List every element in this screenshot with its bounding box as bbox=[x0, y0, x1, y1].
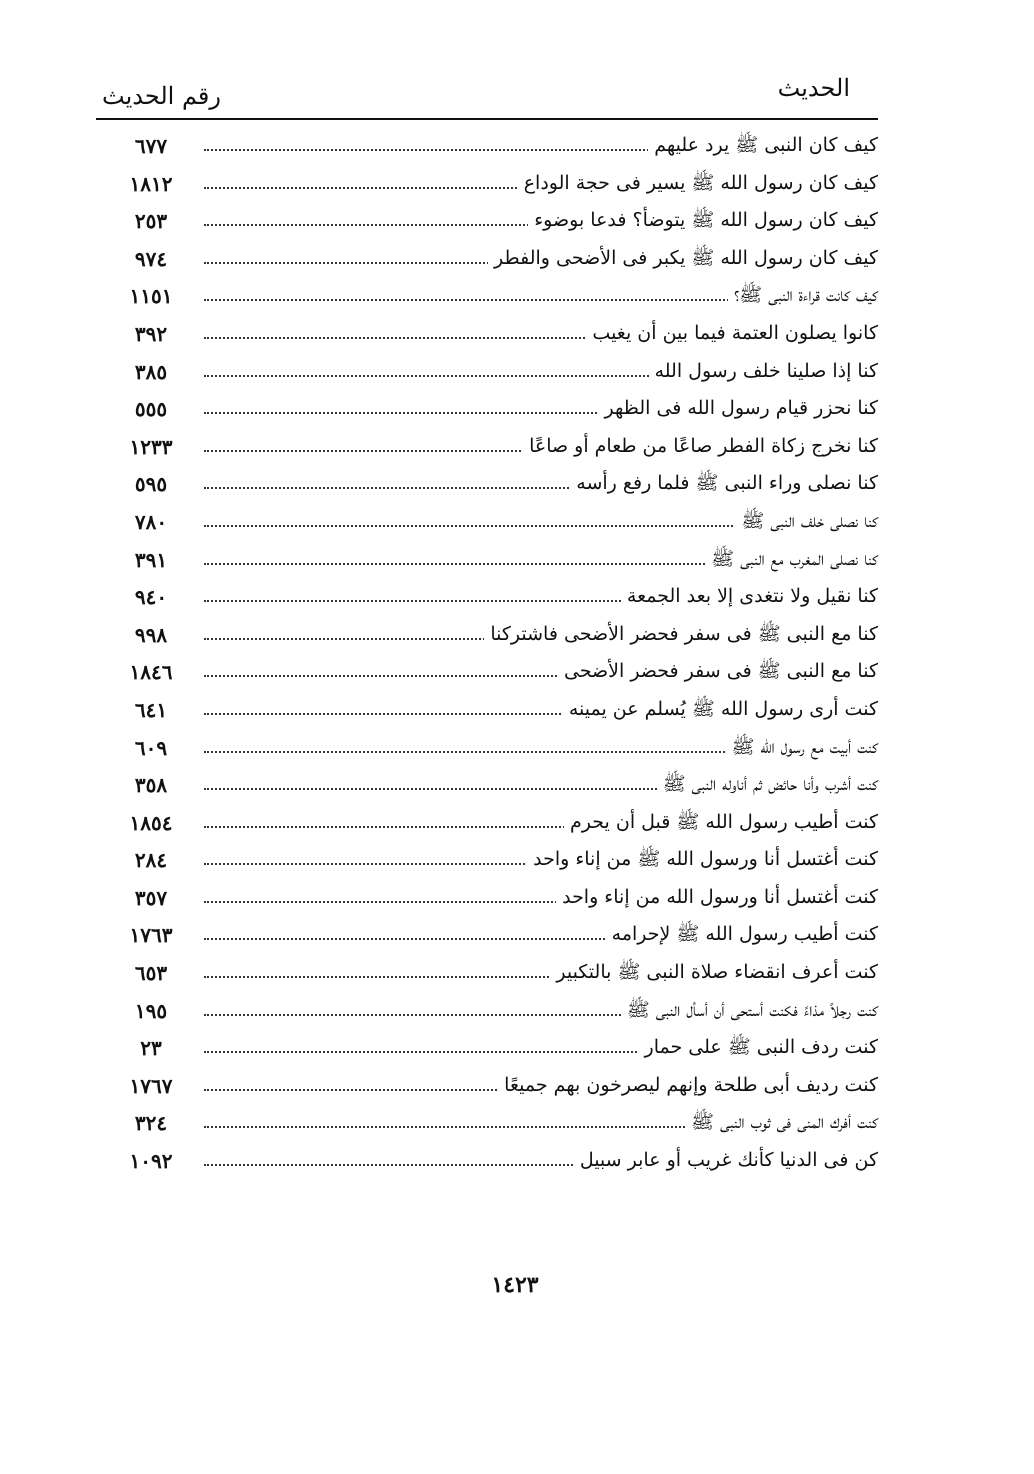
hadith-incipit: كنا نخرج زكاة الفطر صاعًا من طعام أو صاعًا bbox=[523, 433, 878, 459]
hadith-incipit: كنت أشرب وأنا حائض ثم أناوله النبى ﷺ bbox=[657, 771, 878, 797]
hadith-incipit: كنا نحزر قيام رسول الله فى الظهر bbox=[599, 395, 878, 421]
hadith-incipit: كنت أفرك المنى فى ثوب النبى ﷺ bbox=[685, 1109, 878, 1135]
hadith-number: ٦٤١ bbox=[134, 697, 168, 722]
index-entry bbox=[96, 390, 892, 428]
hadith-number: ٧٨٠ bbox=[134, 509, 168, 534]
hadith-incipit: كنا مع النبى ﷺ فى سفر فحضر الأضحى فاشتركنا bbox=[484, 621, 878, 647]
hadith-number: ٦٠٩ bbox=[134, 735, 168, 760]
dot-leader bbox=[204, 751, 812, 753]
header-rule bbox=[96, 118, 878, 120]
dot-leader bbox=[204, 299, 812, 301]
hadith-number: ٣٨٥ bbox=[134, 359, 168, 384]
index-entry bbox=[96, 578, 892, 616]
hadith-incipit: كنا نصلى خلف النبى ﷺ bbox=[735, 508, 878, 534]
hadith-number: ٩٤٠ bbox=[134, 585, 168, 610]
hadith-incipit: كنا نصلى وراء النبى ﷺ فلما رفع رأسه bbox=[570, 470, 878, 496]
index-entry bbox=[96, 202, 892, 240]
index-entry bbox=[96, 315, 892, 353]
hadith-incipit: كيف كان رسول الله ﷺ يكبر فى الأضحى والفطر bbox=[488, 245, 878, 271]
hadith-incipit: كن فى الدنيا كأنك غريب أو عابر سبيل bbox=[574, 1147, 878, 1173]
index-entry bbox=[96, 1029, 892, 1067]
hadith-incipit: كيف كان النبى ﷺ يرد عليهم bbox=[648, 132, 878, 158]
hadith-number: ٣٩٢ bbox=[134, 321, 168, 346]
hadith-incipit: كيف كانت قراءة النبى ﷺ؟ bbox=[728, 282, 878, 308]
hadith-incipit: كنا إذا صلينا خلف رسول الله bbox=[649, 358, 878, 384]
hadith-index-list bbox=[96, 127, 892, 1180]
hadith-incipit: كنت ردف النبى ﷺ على حمار bbox=[639, 1034, 878, 1060]
hadith-incipit: كنت أطيب رسول الله ﷺ لإحرامه bbox=[606, 921, 878, 947]
hadith-incipit: كيف كان رسول الله ﷺ يتوضأ؟ فدعا بوضوء bbox=[528, 207, 878, 233]
index-entry bbox=[96, 127, 892, 165]
hadith-number: ١١٥١ bbox=[129, 284, 173, 309]
index-entry bbox=[96, 804, 892, 842]
index-entry bbox=[96, 841, 892, 879]
hadith-number: ٣٩١ bbox=[134, 547, 168, 572]
hadith-number: ٣٢٤ bbox=[134, 1111, 168, 1136]
page-number: ١٤٢٣ bbox=[491, 1272, 539, 1298]
hadith-incipit: كنت رديف أبى طلحة وإنهم ليصرخون بهم جميعًا bbox=[498, 1072, 878, 1098]
index-entry bbox=[96, 691, 892, 729]
index-entry bbox=[96, 954, 892, 992]
hadith-number: ٥٩٥ bbox=[134, 472, 168, 497]
index-entry bbox=[96, 616, 892, 654]
hadith-number: ٩٧٤ bbox=[134, 246, 168, 271]
hadith-incipit: كنت أبيت مع رسول الله ﷺ bbox=[725, 734, 878, 760]
hadith-number: ٦٧٧ bbox=[134, 134, 168, 158]
hadith-number: ٥٥٥ bbox=[134, 397, 168, 422]
index-entry bbox=[96, 879, 892, 917]
hadith-incipit: كنت رجلاً مذاءً فكنت أستحى أن أسأل النبى ﷺ bbox=[621, 997, 878, 1023]
index-entry bbox=[96, 541, 892, 579]
hadith-number: ١٧٦٧ bbox=[129, 1073, 173, 1098]
index-entry bbox=[96, 277, 892, 315]
hadith-number: ١٢٣٣ bbox=[129, 434, 173, 459]
hadith-incipit: كنت أغتسل أنا ورسول الله ﷺ من إناء واحد bbox=[527, 846, 878, 872]
index-entry bbox=[96, 766, 892, 804]
hadith-number: ١٠٩٢ bbox=[129, 1149, 173, 1174]
hadith-number: ٣٥٨ bbox=[134, 773, 168, 798]
index-entry bbox=[96, 503, 892, 541]
index-entry bbox=[96, 1142, 892, 1180]
index-entry bbox=[96, 165, 892, 203]
hadith-number: ١٨١٢ bbox=[129, 171, 173, 196]
hadith-number: ٣٥٧ bbox=[134, 885, 168, 910]
hadith-number: ١٧٦٣ bbox=[129, 923, 173, 948]
index-entry bbox=[96, 729, 892, 767]
index-entry bbox=[96, 240, 892, 278]
hadith-number: ٢٣ bbox=[140, 1036, 162, 1061]
index-entry bbox=[96, 353, 892, 391]
hadith-incipit: كنت أعرف انقضاء صلاة النبى ﷺ بالتكبير bbox=[550, 959, 878, 985]
hadith-number: ٢٥٣ bbox=[134, 209, 168, 234]
hadith-number: ٦٥٣ bbox=[134, 961, 168, 986]
hadith-incipit: كنت أغتسل أنا ورسول الله من إناء واحد bbox=[556, 884, 878, 910]
index-entry bbox=[96, 1067, 892, 1105]
hadith-column-heading: الحديث bbox=[777, 74, 850, 102]
number-column-heading: رقم الحديث bbox=[102, 82, 221, 110]
hadith-incipit: كنا مع النبى ﷺ فى سفر فحضر الأضحى bbox=[558, 658, 878, 684]
hadith-incipit: كنت أطيب رسول الله ﷺ قبل أن يحرم bbox=[564, 809, 878, 835]
hadith-number: ٢٨٤ bbox=[134, 848, 168, 873]
hadith-incipit: كنا نقيل ولا نتغدى إلا بعد الجمعة bbox=[621, 583, 878, 609]
index-entry bbox=[96, 916, 892, 954]
column-header bbox=[96, 70, 878, 114]
index-entry bbox=[96, 428, 892, 466]
hadith-incipit: كنت أرى رسول الله ﷺ يُسلم عن يمينه bbox=[563, 696, 878, 722]
dot-leader bbox=[204, 525, 812, 527]
hadith-number: ١٨٤٦ bbox=[129, 660, 173, 685]
index-entry bbox=[96, 992, 892, 1030]
index-entry bbox=[96, 1104, 892, 1142]
hadith-incipit: كانوا يصلون العتمة فيما بين أن يغيب bbox=[586, 320, 878, 346]
hadith-number: ١٨٥٤ bbox=[129, 810, 173, 835]
index-entry bbox=[96, 465, 892, 503]
hadith-incipit: كنا نصلى المغرب مع النبى ﷺ bbox=[705, 546, 878, 572]
hadith-number: ١٩٥ bbox=[134, 998, 168, 1023]
hadith-number: ٩٩٨ bbox=[134, 622, 168, 647]
index-entry bbox=[96, 653, 892, 691]
hadith-incipit: كيف كان رسول الله ﷺ يسير فى حجة الوداع bbox=[518, 170, 878, 196]
